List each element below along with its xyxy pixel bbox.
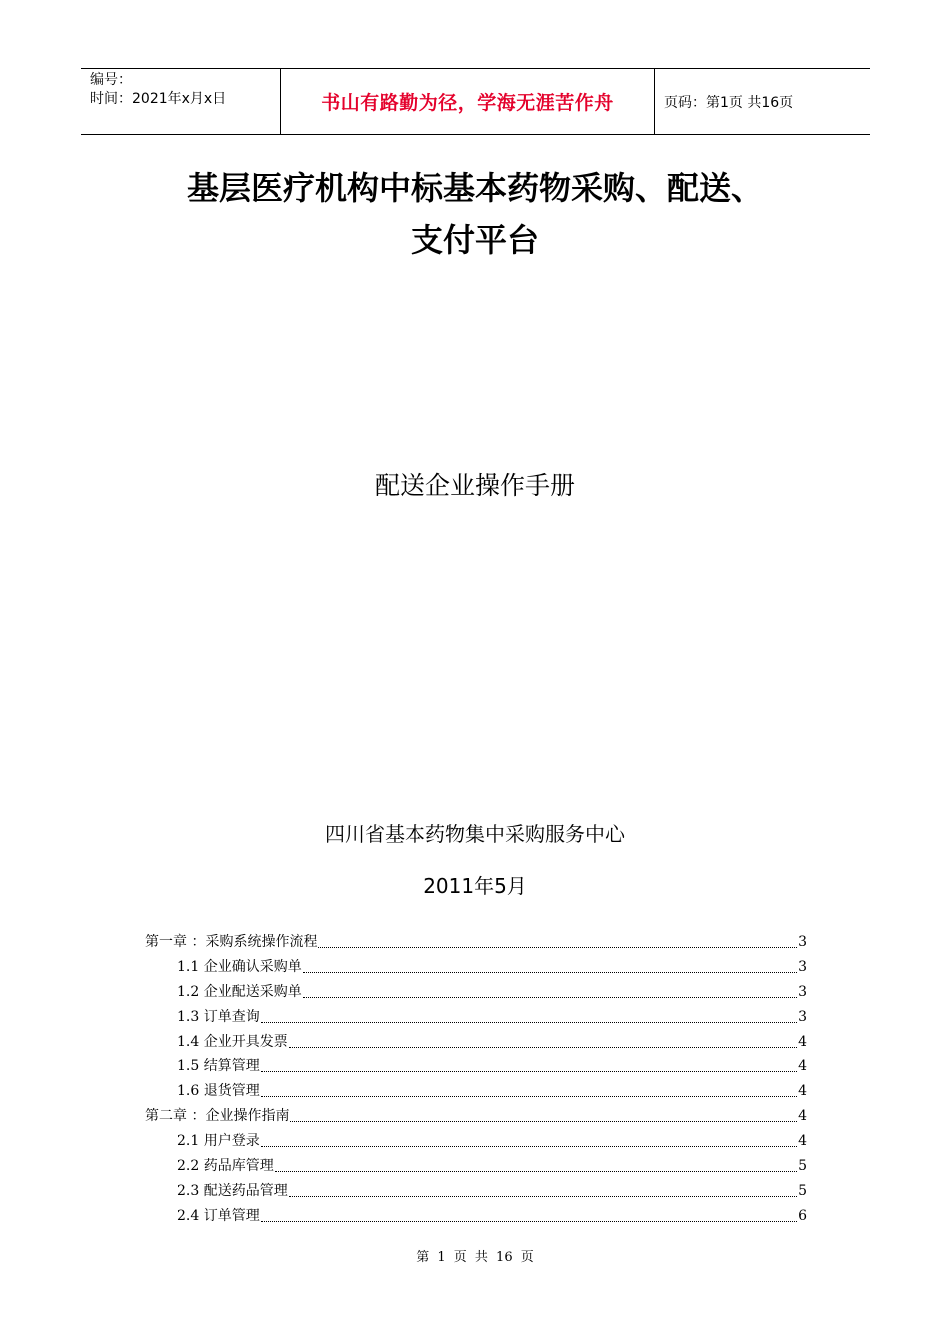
header-motto: 书山有路勤为径，学海无涯苦作舟 — [281, 69, 655, 134]
organization-name: 四川省基本药物集中采购服务中心 — [325, 822, 625, 846]
toc-leader-dots — [275, 1171, 797, 1172]
toc-entry-label: 1.4 企业开具发票 — [177, 1033, 288, 1050]
header-meta — [81, 69, 281, 134]
toc-entry-page: 3 — [798, 983, 807, 1000]
toc-entry-page: 4 — [798, 1133, 807, 1150]
toc-leader-dots — [289, 1196, 797, 1197]
toc-entry-page: 5 — [798, 1182, 807, 1199]
toc-entry[interactable] — [145, 1179, 807, 1204]
toc-entry-label: 第二章 ：企业操作指南 — [145, 1108, 290, 1125]
toc-entry-label: 1.1 企业确认采购单 — [177, 958, 302, 975]
header-page-info: 页码：第1页 共16页 — [664, 94, 794, 111]
toc-entry-label: 1.2 企业配送采购单 — [177, 983, 302, 1000]
toc-entry-page: 4 — [798, 1083, 807, 1100]
toc-leader-dots — [303, 997, 797, 998]
toc-leader-dots — [290, 1121, 797, 1122]
page-footer: 第 1 页 共 16 页 — [416, 1250, 534, 1265]
toc-entry-page: 6 — [798, 1207, 807, 1224]
toc-leader-dots — [261, 1071, 797, 1072]
toc-entry[interactable] — [145, 1129, 807, 1154]
toc-entry-label: 2.3 配送药品管理 — [177, 1182, 288, 1199]
toc-entry-label: 2.1 用户登录 — [177, 1133, 260, 1150]
toc-entry[interactable] — [145, 1005, 807, 1030]
toc-entry-page: 4 — [798, 1058, 807, 1075]
toc-leader-dots — [261, 1221, 797, 1222]
document-title — [0, 162, 950, 266]
toc-entry[interactable] — [145, 1054, 807, 1079]
toc-leader-dots — [261, 1146, 797, 1147]
toc-leader-dots — [318, 947, 797, 948]
toc-leader-dots — [303, 972, 797, 973]
document-subtitle: 配送企业操作手册 — [374, 471, 575, 500]
toc-entry[interactable] — [145, 980, 807, 1005]
document-date: 2011年5月 — [423, 874, 527, 898]
toc-leader-dots — [261, 1022, 797, 1023]
toc-entry-label: 2.4 订单管理 — [177, 1207, 260, 1224]
document-title-line-1: 基层医疗机构中标基本药物采购、配送、 — [186, 169, 763, 207]
toc-entry-label: 1.5 结算管理 — [177, 1058, 260, 1075]
toc-entry-label: 1.3 订单查询 — [177, 1008, 260, 1025]
header-number: 编号： — [90, 72, 132, 88]
toc-entry[interactable] — [145, 1204, 807, 1229]
toc-entry-page: 3 — [798, 958, 807, 975]
toc-entry[interactable] — [145, 1079, 807, 1104]
document-title-line-2: 支付平台 — [410, 221, 539, 259]
toc-entry-page: 3 — [798, 934, 807, 950]
toc-entry[interactable] — [145, 1154, 807, 1179]
toc-leader-dots — [261, 1096, 797, 1097]
page-header — [81, 68, 870, 135]
toc-entry[interactable] — [145, 1030, 807, 1055]
toc-entry-label: 第一章 ：采购系统操作流程 — [145, 934, 318, 950]
toc-entry-page: 4 — [798, 1108, 807, 1125]
table-of-contents — [145, 930, 807, 1229]
toc-entry-page: 4 — [798, 1033, 807, 1050]
toc-entry[interactable] — [145, 1104, 807, 1129]
header-time: 时间：2021年x月x日 — [90, 91, 227, 107]
toc-entry-page: 5 — [798, 1158, 807, 1175]
toc-entry-page: 3 — [798, 1008, 807, 1025]
toc-entry[interactable] — [145, 955, 807, 980]
toc-leader-dots — [289, 1047, 797, 1048]
toc-entry[interactable] — [145, 930, 807, 955]
toc-entry-label: 1.6 退货管理 — [177, 1083, 260, 1100]
toc-entry-label: 2.2 药品库管理 — [177, 1158, 274, 1175]
